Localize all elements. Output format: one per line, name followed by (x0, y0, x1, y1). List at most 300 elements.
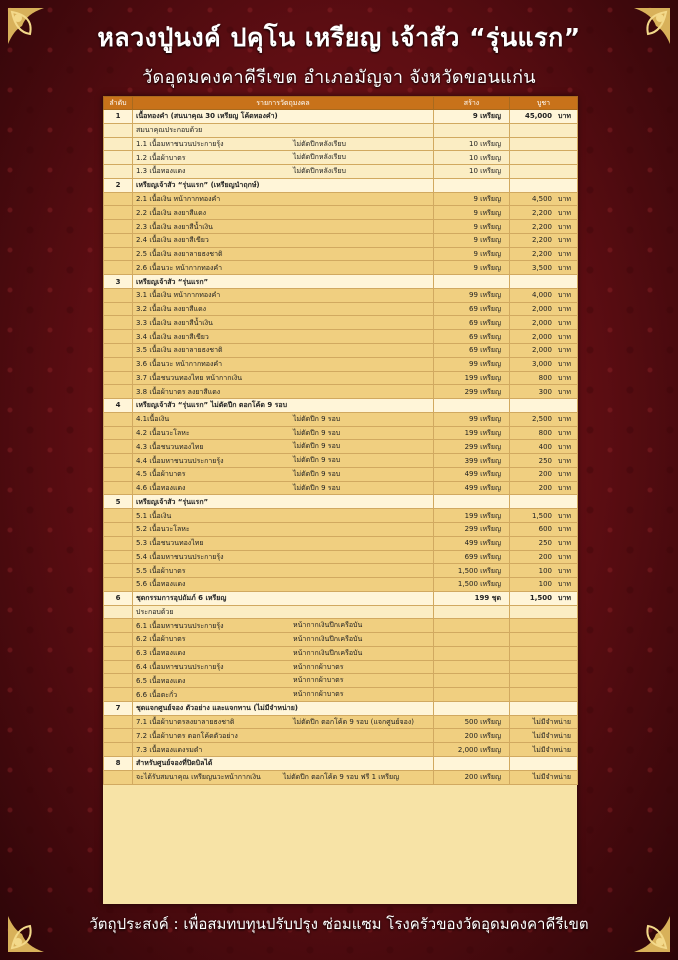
row-price (510, 178, 578, 192)
price-value: 100 (538, 566, 552, 575)
table-row (104, 536, 578, 550)
row-quantity (434, 275, 510, 289)
row-item (133, 220, 434, 234)
row-item (133, 165, 434, 179)
row-item (133, 605, 434, 619)
table-row (104, 344, 578, 358)
row-number (104, 440, 133, 454)
price-value: ไม่มีจำหน่าย (532, 745, 571, 754)
row-number (104, 192, 133, 206)
price-unit: บาท (558, 484, 571, 493)
row-number (104, 743, 133, 757)
row-quantity: 9 เหรียญ (434, 192, 510, 206)
row-item (133, 467, 434, 481)
row-number (104, 165, 133, 179)
row-quantity: 299 เหรียญ (434, 385, 510, 399)
row-number (104, 385, 133, 399)
table-row (104, 715, 578, 729)
item-name: 5.4 เนื้อมหาชนวนประกายรุ้ง (136, 552, 224, 561)
row-quantity: 399 เหรียญ (434, 454, 510, 468)
row-quantity: 9 เหรียญ (434, 247, 510, 261)
table-row (104, 330, 578, 344)
row-number: 5 (104, 495, 133, 509)
table-row (104, 660, 578, 674)
table-row (104, 495, 578, 509)
price-value: 1,500 (529, 594, 552, 603)
row-quantity: 500 เหรียญ (434, 715, 510, 729)
row-quantity (434, 495, 510, 509)
table-row (104, 261, 578, 275)
item-note: ไม่ตัดปีก ตอกโค้ด 9 รอบ ฟรี 1 เหรียญ (283, 772, 400, 781)
row-price (510, 701, 578, 715)
row-quantity (434, 701, 510, 715)
row-quantity (434, 605, 510, 619)
row-quantity: 10 เหรียญ (434, 165, 510, 179)
row-number (104, 247, 133, 261)
row-quantity: 299 เหรียญ (434, 440, 510, 454)
item-note: ไม่ตัดปีก 9 รอบ (293, 442, 341, 451)
row-quantity: 1,500 เหรียญ (434, 564, 510, 578)
row-item (133, 357, 434, 371)
row-price (510, 467, 578, 481)
row-price (510, 192, 578, 206)
row-number: 7 (104, 701, 133, 715)
row-item (133, 660, 434, 674)
item-name: 2.4 เนื้อเงิน ลงยาสีเขียว (136, 236, 209, 245)
page-title: หลวงปู่นงค์ ปคุโน เหรียญ เจ้าสัว “รุ่นแรก” (97, 23, 581, 52)
column-header-price: บูชา (510, 97, 578, 110)
row-item (133, 674, 434, 688)
row-price (510, 412, 578, 426)
item-name: 4.1เนื้อเงิน (136, 415, 170, 424)
row-quantity (434, 688, 510, 702)
row-number (104, 330, 133, 344)
row-item (133, 233, 434, 247)
row-price (510, 302, 578, 316)
price-unit: บาท (558, 250, 571, 259)
row-number (104, 467, 133, 481)
price-value: 4,500 (531, 194, 552, 203)
item-name: 2.3 เนื้อเงิน ลงยาสีน้ำเงิน (136, 222, 213, 231)
price-value: 4,000 (531, 291, 552, 300)
price-unit: บาท (558, 442, 571, 451)
row-price (510, 481, 578, 495)
row-price (510, 646, 578, 660)
row-price (510, 743, 578, 757)
item-note: หน้ากากเงินปีกเครือบัน (293, 648, 363, 657)
row-price (510, 509, 578, 523)
row-quantity: 200 เหรียญ (434, 729, 510, 743)
item-name: 6.1 เนื้อมหาชนวนประกายรุ้ง (136, 621, 224, 630)
row-item (133, 399, 434, 413)
row-item (133, 385, 434, 399)
price-unit: บาท (558, 373, 571, 382)
item-name: 7.3 เนื้อทองแดงรมดำ (136, 745, 203, 754)
item-note: ไม่ตัดปีกหลังเรียบ (293, 139, 346, 148)
item-name: 2.2 เนื้อเงิน ลงยาสีแดง (136, 208, 207, 217)
row-item (133, 123, 434, 137)
row-item (133, 715, 434, 729)
item-name: 3.8 เนื้อผ้าบาตร ลงยาสีแดง (136, 387, 221, 396)
row-quantity: 2,000 เหรียญ (434, 743, 510, 757)
table-row (104, 770, 578, 784)
price-value: 300 (538, 387, 552, 396)
row-price (510, 495, 578, 509)
row-number (104, 288, 133, 302)
row-item (133, 330, 434, 344)
row-item (133, 481, 434, 495)
item-note: หน้ากากเงินปีกเครือบัน (293, 621, 363, 630)
table-row (104, 646, 578, 660)
item-name: 3.6 เนื้อนวะ หน้ากากทองคำ (136, 360, 223, 369)
price-value: 100 (538, 580, 552, 589)
row-number (104, 578, 133, 592)
row-number (104, 729, 133, 743)
item-note: หน้ากากผ้าบาตร (293, 662, 344, 671)
row-price (510, 591, 578, 605)
row-price (510, 536, 578, 550)
table-row (104, 591, 578, 605)
row-price (510, 316, 578, 330)
price-unit: บาท (558, 428, 571, 437)
row-number (104, 688, 133, 702)
row-quantity: 10 เหรียญ (434, 137, 510, 151)
row-quantity: 69 เหรียญ (434, 302, 510, 316)
row-number (104, 715, 133, 729)
price-value: ไม่มีจำหน่าย (532, 773, 571, 782)
price-unit: บาท (558, 112, 571, 121)
row-price (510, 715, 578, 729)
item-name: สมนาคุณประกอบด้วย (136, 126, 203, 135)
row-number: 8 (104, 756, 133, 770)
row-item (133, 522, 434, 536)
price-unit: บาท (558, 415, 571, 424)
price-unit: บาท (558, 566, 571, 575)
table-row (104, 481, 578, 495)
table-row (104, 233, 578, 247)
price-unit: บาท (558, 580, 571, 589)
price-value: 200 (538, 552, 552, 561)
row-quantity: 499 เหรียญ (434, 481, 510, 495)
item-name: 5.5 เนื้อผ้าบาตร (136, 566, 186, 575)
item-name: 2.6 เนื้อนวะ หน้ากากทองคำ (136, 263, 223, 272)
row-quantity: 199 เหรียญ (434, 426, 510, 440)
row-price (510, 110, 578, 124)
row-item (133, 275, 434, 289)
price-value: 200 (538, 484, 552, 493)
row-price (510, 220, 578, 234)
table-row (104, 674, 578, 688)
table-row (104, 564, 578, 578)
row-item (133, 344, 434, 358)
row-item (133, 261, 434, 275)
row-quantity: 99 เหรียญ (434, 412, 510, 426)
price-value: 3,000 (531, 360, 552, 369)
price-value: 2,200 (531, 208, 552, 217)
row-item (133, 302, 434, 316)
row-quantity: 99 เหรียญ (434, 357, 510, 371)
price-unit: บาท (558, 456, 571, 465)
table-row (104, 123, 578, 137)
row-price (510, 756, 578, 770)
table-row (104, 729, 578, 743)
table-row (104, 302, 578, 316)
item-name: 7.2 เนื้อผ้าบาตร ตอกโค้ดตัวอย่าง (136, 731, 238, 740)
row-price (510, 770, 578, 784)
row-number: 3 (104, 275, 133, 289)
row-number (104, 357, 133, 371)
page-subtitle: วัดอุดมคงคาคีรีเขต อำเภอมัญจา จังหวัดขอนแก่น (142, 67, 536, 88)
item-name: 5.2 เนื้อนวะโลหะ (136, 525, 190, 534)
row-quantity: 69 เหรียญ (434, 316, 510, 330)
row-item (133, 151, 434, 165)
table-row (104, 206, 578, 220)
row-price (510, 729, 578, 743)
item-name: 6.5 เนื้อทองแดง (136, 676, 186, 685)
row-number (104, 509, 133, 523)
table-row (104, 633, 578, 647)
row-quantity (434, 660, 510, 674)
row-quantity (434, 633, 510, 647)
row-item (133, 206, 434, 220)
price-unit: บาท (558, 194, 571, 203)
price-unit: บาท (558, 318, 571, 327)
price-unit: บาท (558, 594, 571, 603)
row-item (133, 578, 434, 592)
table-row (104, 578, 578, 592)
table-row (104, 688, 578, 702)
row-number (104, 660, 133, 674)
table-row (104, 165, 578, 179)
row-price (510, 344, 578, 358)
row-item (133, 288, 434, 302)
row-quantity: 9 เหรียญ (434, 261, 510, 275)
price-value: 2,200 (531, 236, 552, 245)
item-name: จะได้รับสมนาคุณ เหรียญนวะหน้ากากเงิน (136, 773, 261, 782)
row-quantity: 499 เหรียญ (434, 467, 510, 481)
row-price (510, 233, 578, 247)
item-note: ไม่ตัดปีก 9 รอบ (293, 428, 341, 437)
row-price (510, 165, 578, 179)
row-number (104, 261, 133, 275)
row-price (510, 688, 578, 702)
row-number (104, 522, 133, 536)
row-price (510, 247, 578, 261)
row-price (510, 660, 578, 674)
price-unit: บาท (558, 511, 571, 520)
row-item (133, 454, 434, 468)
price-value: 3,500 (531, 263, 552, 272)
row-number: 6 (104, 591, 133, 605)
table-row (104, 110, 578, 124)
table-row (104, 399, 578, 413)
row-price (510, 578, 578, 592)
row-price (510, 399, 578, 413)
item-name: 6.6 เนื้อตะกั่ว (136, 690, 178, 699)
item-name: 6.2 เนื้อผ้าบาตร (136, 635, 186, 644)
table-row (104, 605, 578, 619)
row-item (133, 316, 434, 330)
row-number (104, 206, 133, 220)
item-note: หน้ากากเงินปีกเครือบัน (293, 635, 363, 644)
price-value: ไม่มีจำหน่าย (532, 718, 571, 727)
item-name: 5.3 เนื้อชนวนทองไทย (136, 539, 204, 548)
table-row (104, 192, 578, 206)
item-name: 1.1 เนื้อมหาชนวนประกายรุ้ง (136, 139, 224, 148)
item-name: 6.4 เนื้อมหาชนวนประกายรุ้ง (136, 663, 224, 671)
row-item (133, 536, 434, 550)
row-quantity: 9 เหรียญ (434, 233, 510, 247)
table-row (104, 412, 578, 426)
table-row (104, 357, 578, 371)
row-item (133, 564, 434, 578)
row-number (104, 674, 133, 688)
price-unit: บาท (558, 525, 571, 534)
item-name: ชุดกรรมการอุปถัมภ์ 6 เหรียญ (136, 594, 227, 603)
row-quantity: 199 ชุด (434, 591, 510, 605)
row-price (510, 440, 578, 454)
row-quantity (434, 619, 510, 633)
table-row (104, 467, 578, 481)
row-item (133, 178, 434, 192)
item-note: ไม่ตัดปีก ตอกโค้ด 9 รอบ (แจกศูนย์จอง) (293, 717, 415, 726)
price-value: 45,000 (524, 112, 552, 121)
row-number (104, 633, 133, 647)
row-price (510, 564, 578, 578)
price-value: 2,000 (531, 318, 552, 327)
row-quantity: 200 เหรียญ (434, 770, 510, 784)
column-header-no: ลำดับ (104, 97, 133, 110)
row-price (510, 288, 578, 302)
item-name: เนื้อทองคำ (สนนาคุณ 30 เหรียญ โค้ดทองคำ) (136, 112, 278, 121)
row-item (133, 756, 434, 770)
row-quantity (434, 399, 510, 413)
price-value: 2,000 (531, 305, 552, 314)
price-value: 1,500 (531, 511, 552, 520)
item-name: เหรียญเจ้าสัว “รุ่นแรก” (เหรียญนำฤกษ์) (136, 181, 260, 190)
row-price (510, 206, 578, 220)
item-name: 1.2 เนื้อผ้าบาตร (136, 153, 186, 162)
row-number: 2 (104, 178, 133, 192)
row-quantity (434, 178, 510, 192)
item-name: 3.4 เนื้อเงิน ลงยาสีเขียว (136, 332, 209, 341)
row-quantity: 99 เหรียญ (434, 288, 510, 302)
item-name: 3.7 เนื้อชนวนทองไทย หน้ากากเงิน (136, 373, 243, 382)
price-value: 200 (538, 470, 552, 479)
price-unit: บาท (558, 387, 571, 396)
item-name: ชุดแจกศูนย์จอง ตัวอย่าง และแจกทาน (ไม่มีจำหน่าย) (136, 704, 298, 713)
row-price (510, 371, 578, 385)
row-price (510, 261, 578, 275)
item-name: 5.6 เนื้อทองแดง (136, 580, 186, 589)
row-number (104, 123, 133, 137)
item-name: 4.4 เนื้อมหาชนวนประกายรุ้ง (136, 456, 224, 465)
row-quantity: 499 เหรียญ (434, 536, 510, 550)
row-price (510, 522, 578, 536)
row-quantity: 299 เหรียญ (434, 522, 510, 536)
price-value: 800 (538, 373, 552, 382)
item-name: 2.5 เนื้อเงิน ลงยาลายธงชาติ (136, 250, 223, 259)
item-name: 1.3 เนื้อทองแดง (136, 167, 186, 176)
row-quantity: 9 เหรียญ (434, 110, 510, 124)
row-item (133, 633, 434, 647)
row-price (510, 357, 578, 371)
price-value: 250 (538, 456, 552, 465)
row-quantity (434, 646, 510, 660)
table-row (104, 151, 578, 165)
row-item (133, 688, 434, 702)
item-name: 3.5 เนื้อเงิน ลงยาลายธงชาติ (136, 346, 223, 355)
row-number (104, 454, 133, 468)
row-item (133, 440, 434, 454)
row-item (133, 426, 434, 440)
table-row (104, 220, 578, 234)
table-row (104, 522, 578, 536)
item-name: 3.3 เนื้อเงิน ลงยาสีน้ำเงิน (136, 318, 213, 327)
row-item (133, 701, 434, 715)
row-quantity: 1,500 เหรียญ (434, 578, 510, 592)
price-unit: บาท (558, 539, 571, 548)
price-unit: บาท (558, 360, 571, 369)
row-item (133, 591, 434, 605)
row-number (104, 426, 133, 440)
row-item (133, 137, 434, 151)
table-row (104, 426, 578, 440)
table-row (104, 275, 578, 289)
row-number (104, 302, 133, 316)
table-row (104, 509, 578, 523)
row-number (104, 619, 133, 633)
row-number (104, 770, 133, 784)
row-item (133, 729, 434, 743)
row-price (510, 426, 578, 440)
column-header-qty: สร้าง (434, 97, 510, 110)
row-number: 4 (104, 399, 133, 413)
table-header-row (104, 97, 578, 110)
row-quantity: 10 เหรียญ (434, 151, 510, 165)
item-name: 5.1 เนื้อเงิน (136, 511, 172, 520)
row-item (133, 550, 434, 564)
item-note: หน้ากากผ้าบาตร (293, 676, 344, 685)
row-number (104, 550, 133, 564)
row-item (133, 646, 434, 660)
row-number (104, 646, 133, 660)
row-quantity: 699 เหรียญ (434, 550, 510, 564)
price-value: 2,500 (531, 415, 552, 424)
item-note: ไม่ตัดปีก 9 รอบ (293, 469, 341, 478)
table-row (104, 316, 578, 330)
row-price (510, 605, 578, 619)
item-name: เหรียญเจ้าสัว “รุ่นแรก” (136, 497, 209, 506)
row-price (510, 330, 578, 344)
row-price (510, 137, 578, 151)
item-note: ไม่ตัดปีก 9 รอบ (293, 483, 341, 492)
price-unit: บาท (558, 236, 571, 245)
row-item (133, 743, 434, 757)
item-name: 3.1 เนื้อเงิน หน้ากากทองคำ (136, 291, 221, 300)
table-row (104, 756, 578, 770)
price-unit: บาท (558, 263, 571, 272)
row-quantity: 69 เหรียญ (434, 330, 510, 344)
table-row (104, 178, 578, 192)
footer-purpose: วัตถุประสงค์ : เพื่อสมทบทุนปรับปรุง ซ่อมแซม โรงครัวของวัดอุดมคงคาคีรีเขต (89, 915, 589, 933)
price-value: 600 (538, 525, 552, 534)
row-quantity (434, 674, 510, 688)
item-note: ไม่ตัดปีก 9 รอบ (293, 456, 341, 465)
row-number (104, 371, 133, 385)
price-unit: บาท (558, 552, 571, 561)
row-quantity (434, 756, 510, 770)
